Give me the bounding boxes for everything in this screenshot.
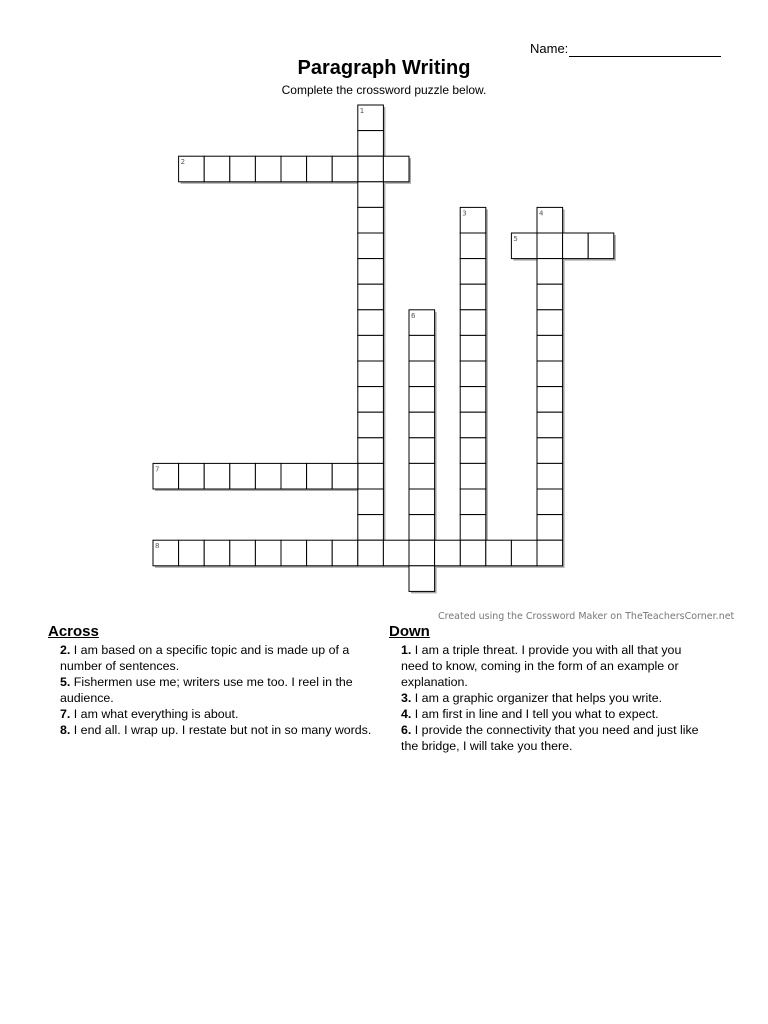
crossword-cell[interactable] xyxy=(460,310,486,336)
clue-number-label: 5 xyxy=(513,235,518,243)
crossword-cell[interactable] xyxy=(435,540,461,566)
clue-across-8: 8. I end all. I wrap up. I restate but not in so many words. xyxy=(60,723,372,737)
crossword-cell[interactable] xyxy=(537,361,563,387)
crossword-cell[interactable] xyxy=(281,463,307,489)
crossword-cell[interactable] xyxy=(409,387,435,413)
crossword-cell[interactable] xyxy=(537,233,563,259)
crossword-cell[interactable] xyxy=(460,233,486,259)
crossword-cell[interactable] xyxy=(307,540,333,566)
crossword-cell[interactable] xyxy=(358,387,384,413)
crossword-cell[interactable] xyxy=(281,540,307,566)
crossword-cell[interactable] xyxy=(358,310,384,336)
down-clues xyxy=(389,622,709,754)
crossword-cell[interactable] xyxy=(537,387,563,413)
crossword-cell[interactable] xyxy=(230,156,256,182)
clue-number-label: 3 xyxy=(462,209,467,218)
crossword-cell[interactable] xyxy=(358,361,384,387)
crossword-cell[interactable] xyxy=(307,463,333,489)
clue-down-3: 3. I am a graphic organizer that helps you write. xyxy=(401,691,663,705)
crossword-cell[interactable] xyxy=(460,489,486,515)
crossword-cell[interactable] xyxy=(460,335,486,361)
crossword-cell[interactable] xyxy=(537,259,563,285)
crossword-cell[interactable] xyxy=(358,463,384,489)
crossword-cell[interactable] xyxy=(486,540,512,566)
clue-number-label: 2 xyxy=(180,158,186,167)
crossword-cell[interactable] xyxy=(358,259,384,285)
crossword-cell[interactable] xyxy=(255,463,281,489)
clue-down-4: 4. I am first in line and I tell you what to expect. xyxy=(401,707,659,721)
crossword-cell[interactable] xyxy=(358,540,384,566)
clue-down-1: 1. I am a triple threat. I provide you with all that you need to know, coming in the form of an example or explanation. xyxy=(401,643,682,689)
crossword-cell[interactable] xyxy=(537,335,563,361)
crossword-cell[interactable] xyxy=(409,335,435,361)
crossword-cell[interactable] xyxy=(358,284,384,310)
crossword-cell[interactable] xyxy=(460,259,486,285)
crossword-cell[interactable] xyxy=(409,489,435,515)
clue-number-label: 4 xyxy=(539,209,544,218)
crossword-cell[interactable] xyxy=(230,463,256,489)
name-label: Name: xyxy=(530,41,569,56)
crossword-cell[interactable] xyxy=(255,540,281,566)
crossword-cell[interactable] xyxy=(204,156,230,182)
clue-across-7: 7. I am what everything is about. xyxy=(60,707,239,721)
crossword-cell[interactable] xyxy=(409,438,435,464)
clue-down-6: 6. I provide the connectivity that you need and just like the bridge, I will take you there. xyxy=(401,723,699,753)
crossword-cell[interactable] xyxy=(409,361,435,387)
crossword-cell[interactable] xyxy=(358,131,384,157)
crossword-cell[interactable] xyxy=(588,233,614,259)
crossword-cell[interactable] xyxy=(179,540,205,566)
crossword-cell[interactable] xyxy=(358,412,384,438)
clue-number-label: 7 xyxy=(155,465,160,474)
crossword-cell[interactable] xyxy=(230,540,256,566)
crossword-cell[interactable] xyxy=(460,361,486,387)
clue-across-5: 5. Fishermen use me; writers use me too. I reel in the audience. xyxy=(60,675,353,705)
crossword-cell[interactable] xyxy=(460,284,486,310)
clue-number-label: 6 xyxy=(411,311,416,320)
page-title: Paragraph Writing xyxy=(297,57,471,79)
crossword-cell[interactable] xyxy=(537,284,563,310)
crossword-cell[interactable] xyxy=(358,438,384,464)
crossword-cell[interactable] xyxy=(204,463,230,489)
across-clues xyxy=(48,622,380,738)
crossword-cell[interactable] xyxy=(358,335,384,361)
crossword-cell[interactable] xyxy=(537,412,563,438)
crossword-cell[interactable] xyxy=(358,182,384,208)
crossword-cell[interactable] xyxy=(537,310,563,336)
crossword-cell[interactable] xyxy=(332,463,358,489)
crossword-cell[interactable] xyxy=(204,540,230,566)
crossword-cell[interactable] xyxy=(358,156,384,182)
crossword-cell[interactable] xyxy=(537,438,563,464)
down-heading: Down xyxy=(389,623,430,640)
page-subtitle: Complete the crossword puzzle below. xyxy=(281,83,487,97)
crossword-cell[interactable] xyxy=(281,156,307,182)
crossword-cell[interactable] xyxy=(358,515,384,541)
crossword-cell[interactable] xyxy=(460,438,486,464)
crossword-cell[interactable] xyxy=(409,540,435,566)
crossword-cell[interactable] xyxy=(563,233,589,259)
crossword-cell[interactable] xyxy=(255,156,281,182)
across-heading: Across xyxy=(48,623,99,640)
crossword-cell[interactable] xyxy=(332,156,358,182)
crossword-cell[interactable] xyxy=(460,412,486,438)
crossword-cell[interactable] xyxy=(358,207,384,233)
crossword-cell[interactable] xyxy=(409,566,435,592)
clue-across-2: 2. I am based on a specific topic and is made up of a number of sentences. xyxy=(60,643,350,673)
crossword-cell[interactable] xyxy=(409,463,435,489)
crossword-cell[interactable] xyxy=(358,489,384,515)
crossword-cell[interactable] xyxy=(332,540,358,566)
crossword-cell[interactable] xyxy=(460,463,486,489)
crossword-cell[interactable] xyxy=(460,387,486,413)
crossword-cell[interactable] xyxy=(537,489,563,515)
crossword-cell[interactable] xyxy=(511,540,537,566)
crossword-cell[interactable] xyxy=(460,540,486,566)
crossword-cell[interactable] xyxy=(409,515,435,541)
crossword-cell[interactable] xyxy=(409,412,435,438)
crossword-cell[interactable] xyxy=(537,540,563,566)
clue-number-label: 8 xyxy=(155,542,160,551)
crossword-cell[interactable] xyxy=(460,515,486,541)
crossword-cell[interactable] xyxy=(383,156,409,182)
crossword-cell[interactable] xyxy=(383,540,409,566)
credit-text: Created using the Crossword Maker on TheTeachersCorner.net xyxy=(438,611,735,622)
crossword-cell[interactable] xyxy=(358,233,384,259)
crossword-cell[interactable] xyxy=(307,156,333,182)
crossword-cell[interactable] xyxy=(179,463,205,489)
crossword-cell[interactable] xyxy=(537,463,563,489)
crossword-cell[interactable] xyxy=(537,515,563,541)
clue-number-label: 1 xyxy=(359,107,365,115)
